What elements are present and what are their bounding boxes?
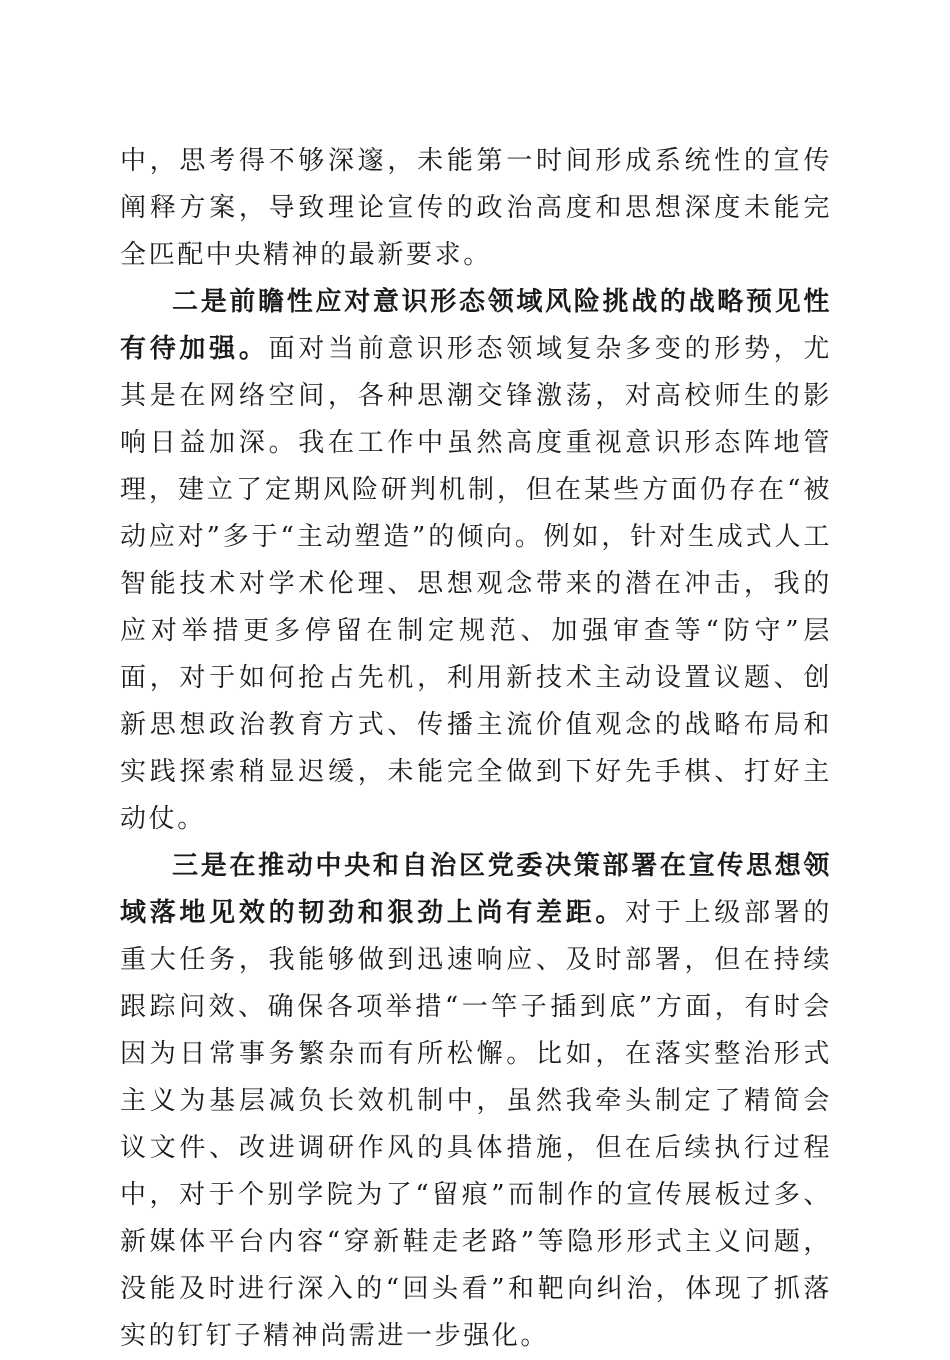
- paragraph-point-three: [120, 843, 832, 1360]
- paragraph-text: 中，思考得不够深邃，未能第一时间形成系统性的宣传阐释方案，导致理论宣传的政治高度和思想深度未能完全匹配中央精神的最新要求。: [120, 146, 832, 270]
- document-body: [120, 138, 832, 1360]
- paragraph-continuation: [120, 138, 832, 279]
- paragraph-text: 面对当前意识形态领域复杂多变的形势，尤其是在网络空间，各种思潮交锋激荡，对高校师生的影响日益加深。我在工作中虽然高度重视意识形态阵地管理，建立了定期风险研判机制，但在某些方面仍存在“被动应对”多于“主动塑造”的倾向。例如，针对生成式人工智能技术对学术伦理、思想观念带来的潜在冲击，我的应对举措更多停留在制定规范、加强审查等“防守”层面，对于如何抢占先机，利用新技术主动设置议题、创新思想政治教育方式、传播主流价值观念的战略布局和实践探索稍显迟缓，未能完全做到下好先手棋、打好主动仗。: [120, 334, 832, 834]
- paragraph-text: 对于上级部署的重大任务，我能够做到迅速响应、及时部署，但在持续跟踪问效、确保各项举措“一竿子插到底”方面，有时会因为日常事务繁杂而有所松懈。比如，在落实整治形式主义为基层减负长效机制中，虽然我牵头制定了精简会议文件、改进调研作风的具体措施，但在后续执行过程中，对于个别学院为了“留痕”而制作的宣传展板过多、新媒体平台内容“穿新鞋走老路”等隐形形式主义问题，没能及时进行深入的“回头看”和靶向纠治，体现了抓落实的钉钉子精神尚需进一步强化。: [120, 898, 833, 1351]
- paragraph-lead-heading: 二是前瞻性应对意识形态领域风险挑战的战略预见性有待加强。: [120, 287, 832, 364]
- paragraph-lead-heading: 三是在推动中央和自治区党委决策部署在宣传思想领域落地见效的韧劲和狠劲上尚有差距。: [120, 851, 832, 928]
- paragraph-point-two: [120, 279, 832, 843]
